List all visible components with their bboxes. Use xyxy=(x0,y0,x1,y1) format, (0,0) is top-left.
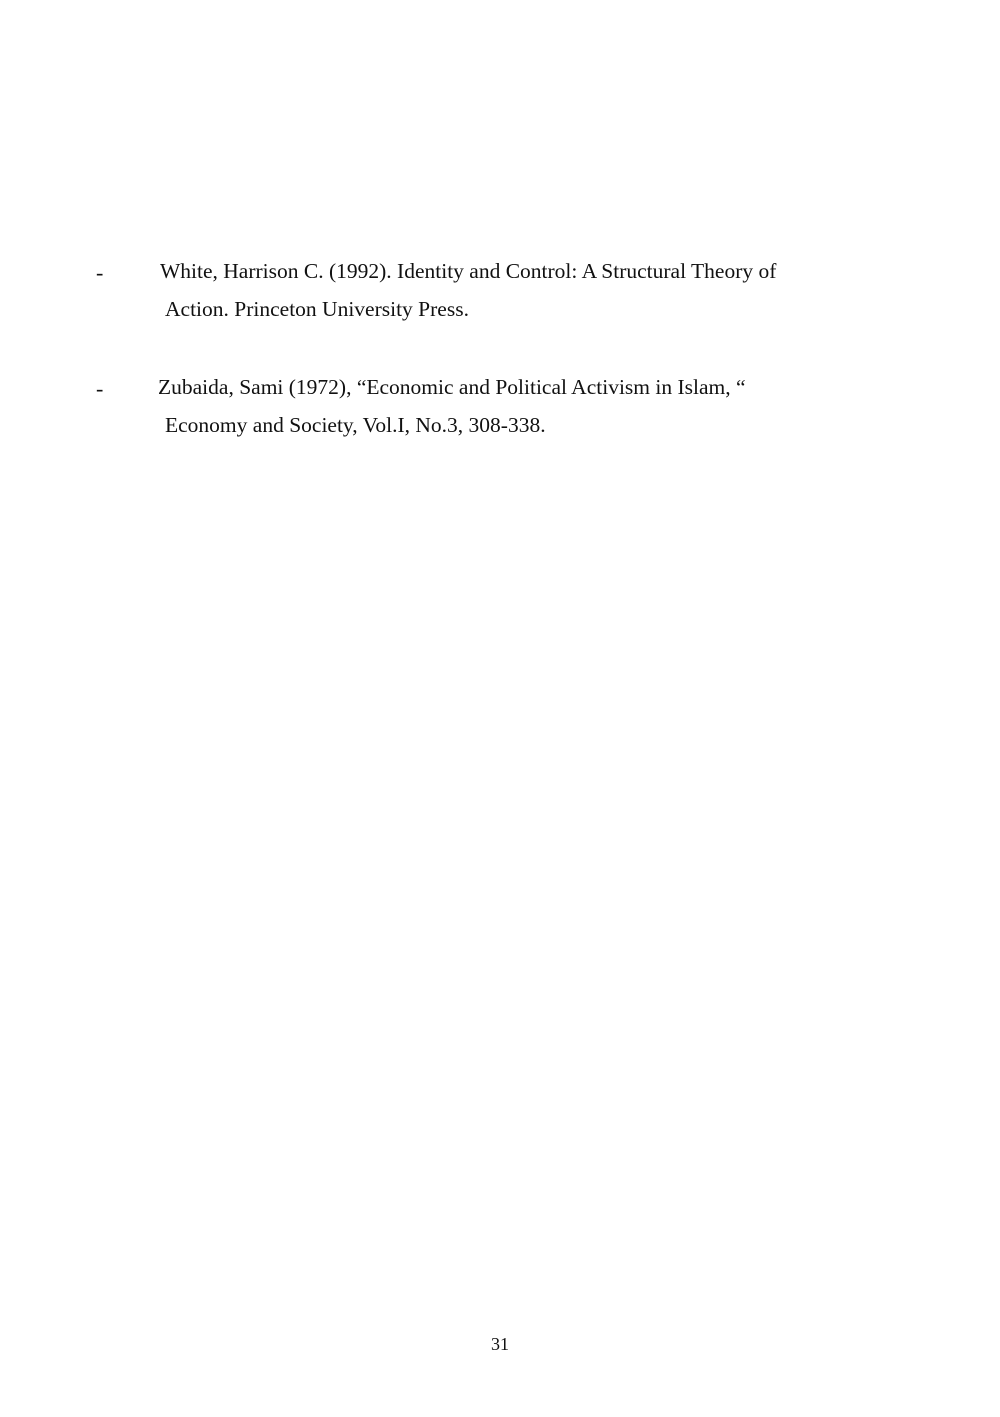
page-number: 31 xyxy=(491,1334,509,1354)
reference-text-line: Zubaida, Sami (1972), “Economic and Political Activism in Islam, “ xyxy=(158,375,746,399)
reference-text-line: Action. Princeton University Press. xyxy=(165,297,469,321)
reference-text-line: Economy and Society, Vol.I, No.3, 308-338. xyxy=(165,413,546,437)
bullet-dash: - xyxy=(96,376,104,401)
reference-text-line: White, Harrison C. (1992). Identity and Control: A Structural Theory of xyxy=(160,259,777,283)
bullet-dash: - xyxy=(96,260,104,285)
